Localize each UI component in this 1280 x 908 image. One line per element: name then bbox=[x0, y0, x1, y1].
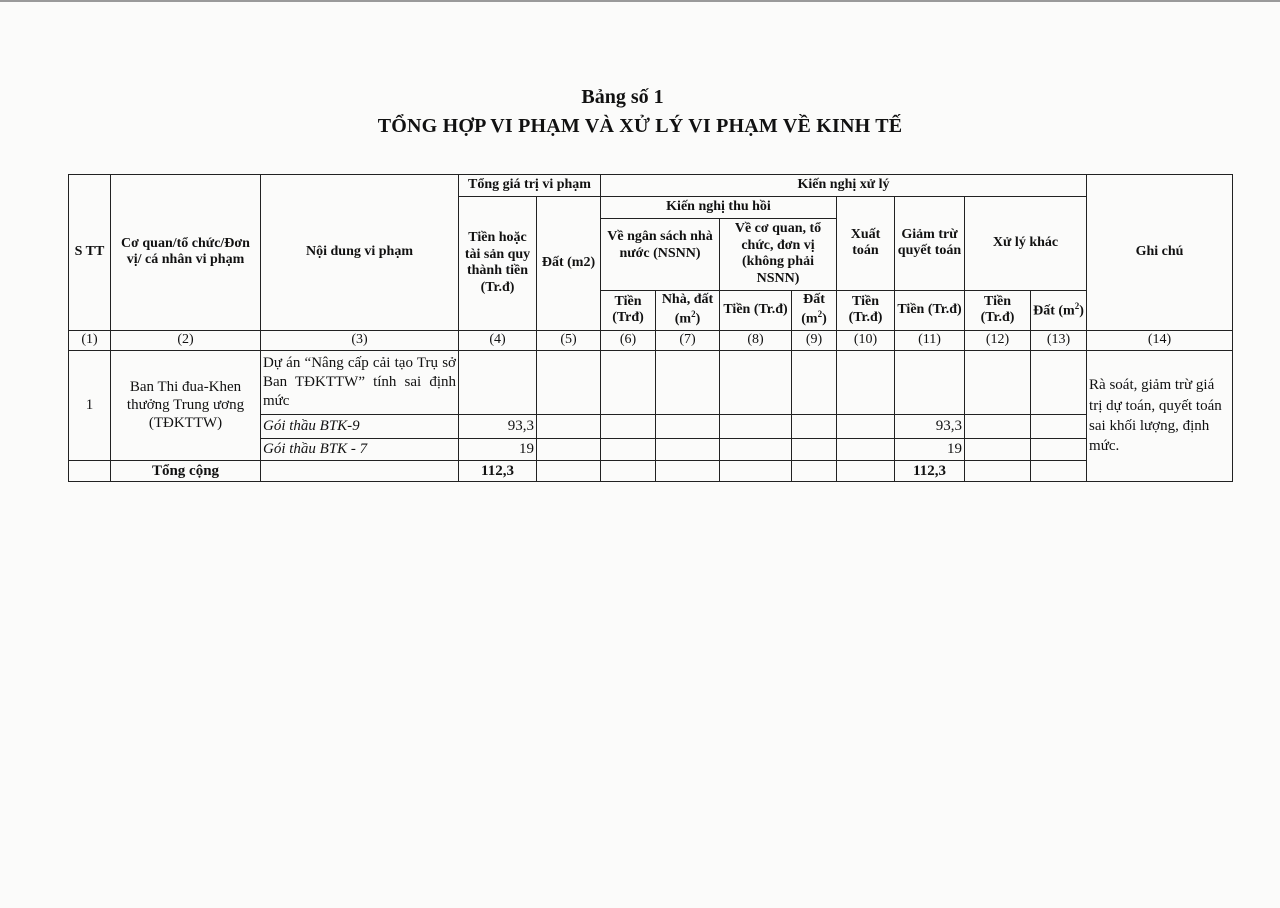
col-num-12: (12) bbox=[965, 330, 1031, 350]
row1-note: Rà soát, giảm trừ giá trị dự toán, quyết toán sai khối lượng, định mức. bbox=[1087, 350, 1233, 481]
header-land: Đất (m2) bbox=[537, 197, 601, 331]
col-num-5: (5) bbox=[537, 330, 601, 350]
row1-pkg2-value: 19 bbox=[459, 438, 537, 460]
row1-pkg1-deduct: 93,3 bbox=[895, 414, 965, 438]
col-num-6: (6) bbox=[601, 330, 656, 350]
col-num-3: (3) bbox=[261, 330, 459, 350]
header-money-asset: Tiền hoặc tài sản quy thành tiền (Tr.đ) bbox=[459, 197, 537, 331]
col-num-9: (9) bbox=[792, 330, 837, 350]
row1-pkg2-deduct: 19 bbox=[895, 438, 965, 460]
table-main-title: TỔNG HỢP VI PHẠM VÀ XỬ LÝ VI PHẠM VỀ KINH TẾ bbox=[377, 115, 903, 137]
header-recommend: Kiến nghị xử lý bbox=[601, 175, 1087, 197]
total-label: Tổng cộng bbox=[111, 460, 261, 481]
header-other: Xử lý khác bbox=[965, 197, 1087, 291]
col-num-10: (10) bbox=[837, 330, 895, 350]
header-recover-group bbox=[601, 197, 837, 291]
violation-summary-table bbox=[68, 174, 1233, 482]
header-budget: Về ngân sách nhà nước (NSNN) bbox=[601, 219, 720, 290]
column-number-row bbox=[69, 330, 1233, 350]
subheader-money-10: Tiền (Tr.đ) bbox=[837, 290, 895, 330]
header-non-budget: Về cơ quan, tổ chức, đơn vị (không phải NSNN) bbox=[734, 220, 822, 287]
header-write-off: Xuất toán bbox=[837, 197, 895, 291]
row1-stt: 1 bbox=[69, 350, 111, 460]
table-number-title: Bảng số 1 bbox=[581, 86, 664, 108]
subheader-house-land: Nhà, đất $(m^2)$ bbox=[656, 290, 720, 330]
header-deduct: Giảm trừ quyết toán bbox=[895, 197, 965, 291]
scan-top-edge bbox=[0, 0, 1280, 2]
total-value: 112,3 bbox=[459, 460, 537, 481]
subheader-land-13: Đất $(m^2)$ bbox=[1031, 290, 1087, 330]
col-num-11: (11) bbox=[895, 330, 965, 350]
row1-pkg2: Gói thầu BTK - 7 bbox=[261, 438, 459, 460]
header-total-violation: Tổng giá trị vi phạm bbox=[459, 175, 601, 197]
row1-pkg1-value: 93,3 bbox=[459, 414, 537, 438]
subheader-money-8: Tiền (Tr.đ) bbox=[720, 290, 792, 330]
table-row-project bbox=[69, 350, 1233, 414]
col-num-13: (13) bbox=[1031, 330, 1087, 350]
header-stt: S TT bbox=[69, 175, 111, 331]
row1-project: Dự án “Nâng cấp cải tạo Trụ sở Ban TĐKTTW” tính sai định mức bbox=[261, 350, 459, 414]
header-note: Ghi chú bbox=[1087, 175, 1233, 331]
row1-pkg1: Gói thầu BTK-9 bbox=[261, 414, 459, 438]
col-num-4: (4) bbox=[459, 330, 537, 350]
header-recover: Kiến nghị thu hồi bbox=[601, 197, 836, 219]
col-num-14: (14) bbox=[1087, 330, 1233, 350]
header-content: Nội dung vi phạm bbox=[261, 175, 459, 331]
col-num-1: (1) bbox=[69, 330, 111, 350]
table-row-total bbox=[69, 460, 1233, 481]
subheader-money-trd: Tiền (Trđ) bbox=[601, 290, 656, 330]
subheader-money-12: Tiền (Tr.đ) bbox=[965, 290, 1031, 330]
row1-agency: Ban Thi đua-Khen thưởng Trung ương (TĐKTTW) bbox=[111, 350, 261, 460]
header-agency: Cơ quan/tổ chức/Đơn vị/ cá nhân vi phạm bbox=[111, 175, 261, 331]
subheader-land-9: Đất $(m^2)$ bbox=[792, 290, 837, 330]
col-num-7: (7) bbox=[656, 330, 720, 350]
col-num-8: (8) bbox=[720, 330, 792, 350]
title-block bbox=[0, 86, 1280, 138]
subheader-money-11: Tiền (Tr.đ) bbox=[895, 290, 965, 330]
total-deduct: 112,3 bbox=[895, 460, 965, 481]
col-num-2: (2) bbox=[111, 330, 261, 350]
